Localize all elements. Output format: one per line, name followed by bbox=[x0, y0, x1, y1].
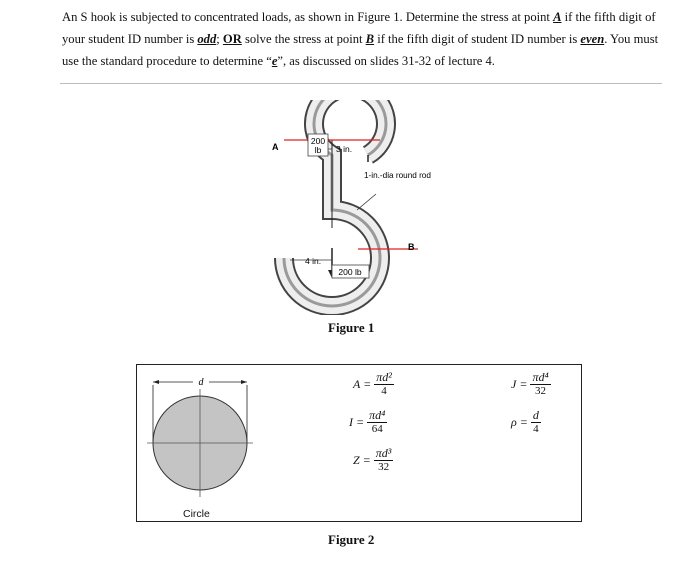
formula-fraction bbox=[374, 371, 394, 398]
s-hook-figure bbox=[250, 100, 470, 315]
rod-note: 1-in.-dia round rod bbox=[364, 171, 431, 180]
label-b: B bbox=[408, 242, 415, 252]
formula-fraction bbox=[367, 409, 387, 436]
or-term: OR bbox=[222, 32, 242, 46]
e-term: e bbox=[271, 54, 278, 68]
problem-text: . You must use the standard procedure to determine “ bbox=[62, 32, 659, 68]
load-bottom-label: 200 lb bbox=[338, 267, 362, 277]
formula-numerator: πd² bbox=[376, 370, 392, 384]
section-properties-box bbox=[136, 364, 582, 522]
formula-lhs: I = bbox=[349, 415, 365, 429]
section-modulus-formula bbox=[353, 447, 393, 474]
point-b-ref: B bbox=[365, 32, 375, 46]
problem-text: if the fifth digit of student ID number is bbox=[374, 32, 581, 46]
inertia-formula bbox=[349, 409, 387, 436]
formula-lhs: J = bbox=[511, 377, 528, 391]
formula-fraction bbox=[531, 409, 541, 436]
problem-text: ; bbox=[216, 32, 223, 46]
problem-text: solve the stress at point bbox=[241, 32, 366, 46]
circle-label: Circle bbox=[183, 508, 210, 520]
label-a: A bbox=[272, 142, 279, 152]
formula-lhs: ρ = bbox=[511, 415, 528, 429]
radius-gyration-formula bbox=[511, 409, 541, 436]
formula-numerator: d bbox=[532, 408, 539, 422]
divider bbox=[60, 83, 662, 84]
formula-lhs: A = bbox=[353, 377, 372, 391]
formula-numerator: πd⁴ bbox=[532, 370, 549, 384]
formula-denominator: 64 bbox=[371, 423, 383, 435]
load-top-unit: lb bbox=[314, 145, 322, 155]
formula-numerator: πd³ bbox=[375, 446, 392, 460]
dim-bottom-label: 4 in. bbox=[305, 256, 322, 266]
even-term: even bbox=[580, 32, 605, 46]
formula-denominator: 4 bbox=[533, 423, 539, 435]
problem-statement bbox=[62, 6, 662, 72]
diameter-label: d bbox=[198, 377, 204, 388]
dim-arrow-right bbox=[241, 380, 247, 384]
formula-fraction bbox=[374, 447, 394, 474]
point-a-ref: A bbox=[553, 10, 562, 24]
problem-text: An S hook is subjected to concentrated loads, as shown in Figure 1. Determine the stress at point bbox=[62, 10, 554, 24]
figure-1-caption: Figure 1 bbox=[328, 320, 375, 335]
formula-fraction bbox=[530, 371, 550, 398]
formula-lhs: Z = bbox=[353, 453, 371, 467]
dim-arrow-left bbox=[153, 380, 159, 384]
odd-term: odd bbox=[197, 32, 217, 46]
rod-leader bbox=[357, 194, 376, 210]
polar-formula bbox=[511, 371, 551, 398]
formula-denominator: 32 bbox=[535, 385, 547, 397]
load-top-value: 200 bbox=[310, 136, 326, 146]
area-formula bbox=[353, 371, 394, 398]
formula-denominator: 4 bbox=[381, 385, 387, 397]
formula-numerator: πd⁴ bbox=[369, 408, 386, 422]
figure-2-caption: Figure 2 bbox=[328, 532, 375, 547]
formula-denominator: 32 bbox=[378, 461, 390, 473]
problem-text: ”, as discussed on slides 31-32 of lecture 4. bbox=[277, 54, 495, 68]
dim-top-label: 3 in. bbox=[336, 144, 353, 154]
problem-text: if the fifth digit of your student ID number is bbox=[62, 10, 656, 46]
